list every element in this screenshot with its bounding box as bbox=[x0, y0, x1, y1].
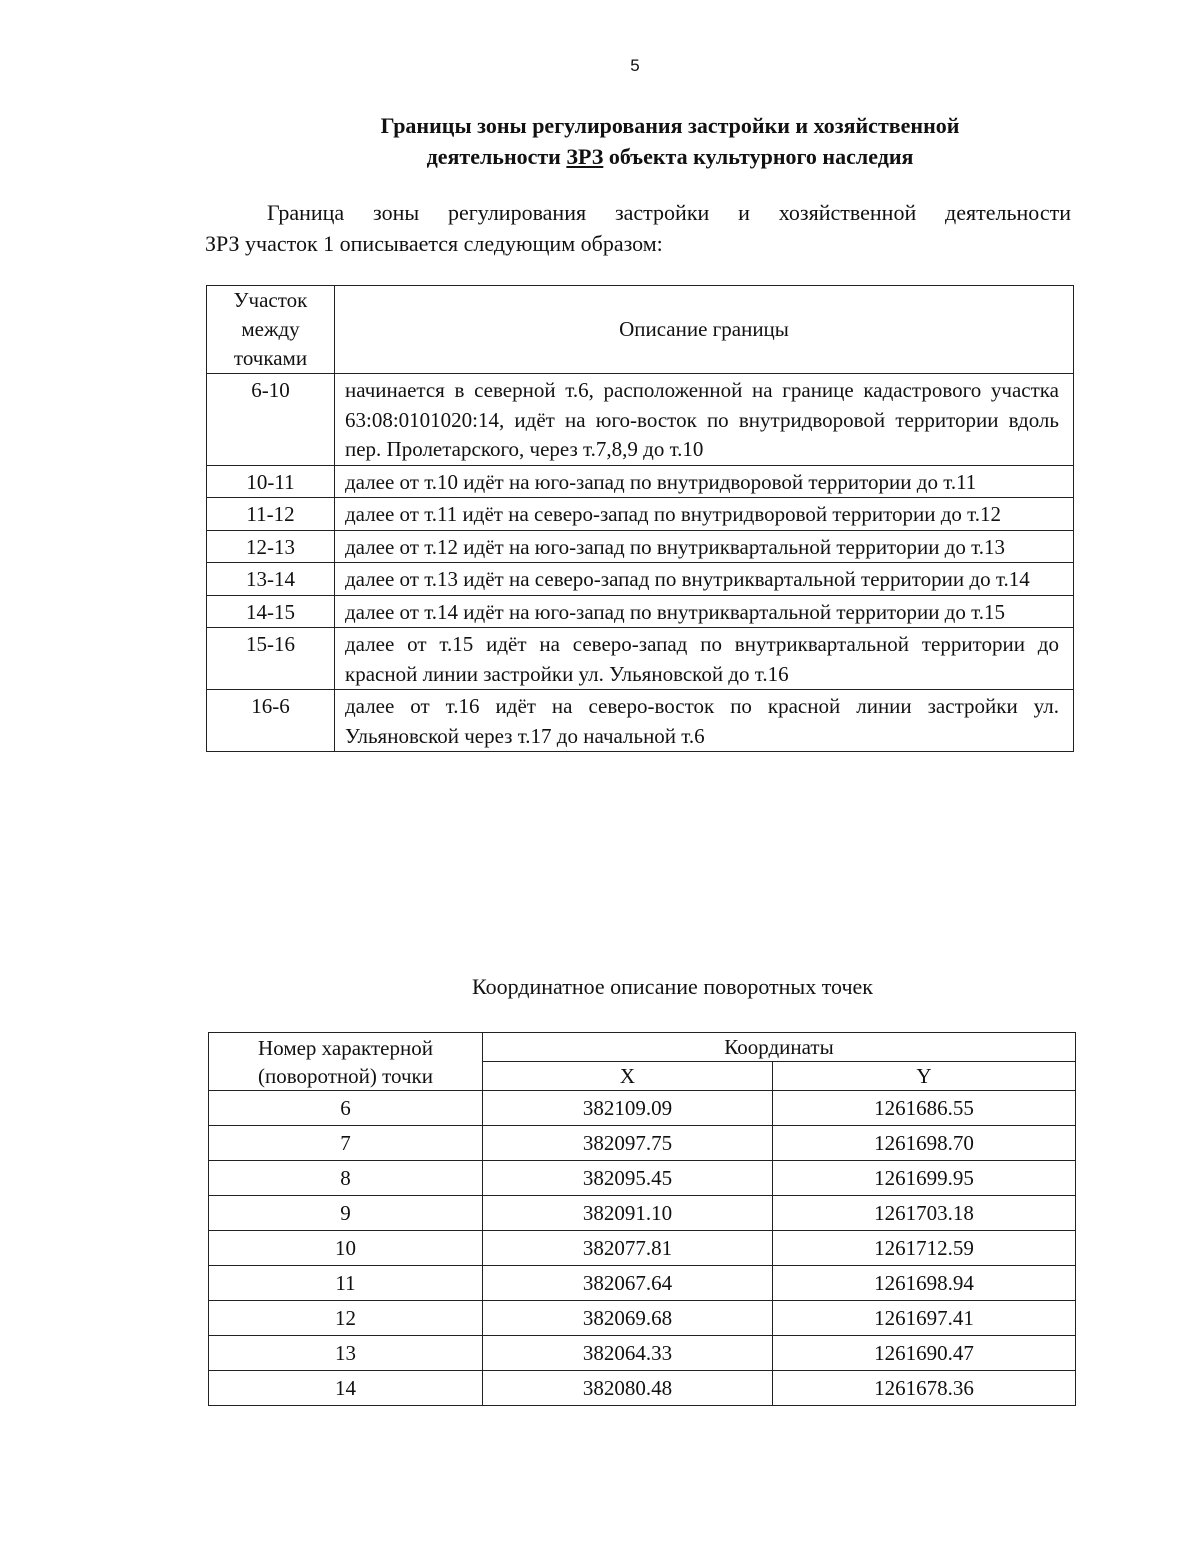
coords-row bbox=[209, 1231, 1076, 1266]
title-line-2 bbox=[300, 141, 1040, 172]
title-line-2-prefix: деятельности bbox=[426, 144, 567, 169]
coords-cell-y: 1261686.55 bbox=[773, 1091, 1076, 1126]
intro-line-1: Граница зоны регулирования застройки и хозяйственной деятельности bbox=[267, 200, 1071, 225]
header-description: Описание границы bbox=[335, 286, 1074, 374]
header-coordinates: Координаты bbox=[483, 1033, 1076, 1062]
boundary-table bbox=[206, 285, 1074, 752]
header-point-line: (поворотной) точки bbox=[258, 1063, 433, 1088]
coords-cell-x: 382095.45 bbox=[483, 1161, 773, 1196]
segment-cell: 13-14 bbox=[207, 563, 335, 596]
description-cell: далее от т.10 идёт на юго-запад по внутридворовой территории до т.11 bbox=[335, 465, 1074, 498]
coords-cell-point: 11 bbox=[209, 1266, 483, 1301]
description-cell: далее от т.14 идёт на юго-запад по внутриквартальной территории до т.15 bbox=[335, 595, 1074, 628]
coords-cell-y: 1261698.94 bbox=[773, 1266, 1076, 1301]
coords-row bbox=[209, 1266, 1076, 1301]
description-cell: далее от т.13 идёт на северо-запад по внутриквартальной территории до т.14 bbox=[335, 563, 1074, 596]
page-number: 5 bbox=[630, 56, 640, 75]
title-abbreviation: ЗРЗ bbox=[566, 144, 604, 169]
coords-heading: Координатное описание поворотных точек bbox=[472, 974, 873, 999]
title-line-1: Границы зоны регулирования застройки и хозяйственной bbox=[380, 113, 960, 138]
header-segment-line: точками bbox=[233, 346, 308, 370]
coords-cell-point: 14 bbox=[209, 1371, 483, 1406]
boundary-row bbox=[207, 628, 1074, 690]
coords-cell-point: 9 bbox=[209, 1196, 483, 1231]
segment-cell: 11-12 bbox=[207, 498, 335, 531]
coords-cell-point: 13 bbox=[209, 1336, 483, 1371]
coords-cell-y: 1261678.36 bbox=[773, 1371, 1076, 1406]
segment-cell: 15-16 bbox=[207, 628, 335, 690]
boundary-row bbox=[207, 530, 1074, 563]
coords-cell-x: 382067.64 bbox=[483, 1266, 773, 1301]
coords-row bbox=[209, 1371, 1076, 1406]
header-point-number bbox=[209, 1033, 483, 1091]
description-cell: далее от т.16 идёт на северо-восток по красной линии застройки ул. Ульяновской через т.17 до начальной т.6 bbox=[335, 690, 1074, 752]
coords-cell-x: 382091.10 bbox=[483, 1196, 773, 1231]
header-y: Y bbox=[773, 1062, 1076, 1091]
header-segment-line: Участок bbox=[233, 288, 308, 312]
boundary-row bbox=[207, 690, 1074, 752]
header-segment-line: между bbox=[241, 317, 300, 341]
coords-row bbox=[209, 1161, 1076, 1196]
coords-row bbox=[209, 1336, 1076, 1371]
coords-cell-y: 1261699.95 bbox=[773, 1161, 1076, 1196]
coords-cell-point: 6 bbox=[209, 1091, 483, 1126]
intro-paragraph bbox=[205, 197, 1071, 259]
boundary-table-header bbox=[207, 286, 1074, 374]
coords-cell-x: 382097.75 bbox=[483, 1126, 773, 1161]
coords-cell-y: 1261698.70 bbox=[773, 1126, 1076, 1161]
boundary-row bbox=[207, 498, 1074, 531]
coords-cell-y: 1261690.47 bbox=[773, 1336, 1076, 1371]
coords-cell-point: 7 bbox=[209, 1126, 483, 1161]
coords-row bbox=[209, 1126, 1076, 1161]
coords-cell-x: 382064.33 bbox=[483, 1336, 773, 1371]
description-cell: далее от т.12 идёт на юго-запад по внутриквартальной территории до т.13 bbox=[335, 530, 1074, 563]
coords-row bbox=[209, 1196, 1076, 1231]
coords-table-header bbox=[209, 1033, 1076, 1062]
boundary-row bbox=[207, 595, 1074, 628]
boundary-row bbox=[207, 465, 1074, 498]
coords-row bbox=[209, 1301, 1076, 1336]
intro-line-2: ЗРЗ участок 1 описывается следующим образом: bbox=[205, 231, 663, 256]
coords-cell-point: 8 bbox=[209, 1161, 483, 1196]
description-cell: далее от т.15 идёт на северо-запад по внутриквартальной территории до красной линии застройки ул. Ульяновской до т.16 bbox=[335, 628, 1074, 690]
segment-cell: 14-15 bbox=[207, 595, 335, 628]
coords-cell-y: 1261703.18 bbox=[773, 1196, 1076, 1231]
header-segment bbox=[207, 286, 335, 374]
title-line-2-suffix: объекта культурного наследия bbox=[603, 144, 914, 169]
coords-table bbox=[208, 1032, 1076, 1406]
segment-cell: 6-10 bbox=[207, 374, 335, 466]
coords-cell-x: 382109.09 bbox=[483, 1091, 773, 1126]
boundary-row bbox=[207, 563, 1074, 596]
description-cell: далее от т.11 идёт на северо-запад по внутридворовой территории до т.12 bbox=[335, 498, 1074, 531]
segment-cell: 16-6 bbox=[207, 690, 335, 752]
coords-cell-y: 1261697.41 bbox=[773, 1301, 1076, 1336]
coords-cell-x: 382080.48 bbox=[483, 1371, 773, 1406]
page-title bbox=[300, 110, 1040, 172]
coords-cell-x: 382077.81 bbox=[483, 1231, 773, 1266]
header-point-line: Номер характерной bbox=[258, 1035, 433, 1060]
boundary-row bbox=[207, 374, 1074, 466]
header-x: X bbox=[483, 1062, 773, 1091]
description-cell: начинается в северной т.6, расположенной на границе кадастрового участка 63:08:0101020:14, идёт на юго-восток по внутридворовой территории вдоль пер. Пролетарского, через т.7,8,9 до т.10 bbox=[335, 374, 1074, 466]
coords-cell-y: 1261712.59 bbox=[773, 1231, 1076, 1266]
coords-cell-x: 382069.68 bbox=[483, 1301, 773, 1336]
coords-cell-point: 10 bbox=[209, 1231, 483, 1266]
segment-cell: 10-11 bbox=[207, 465, 335, 498]
coords-cell-point: 12 bbox=[209, 1301, 483, 1336]
segment-cell: 12-13 bbox=[207, 530, 335, 563]
coords-row bbox=[209, 1091, 1076, 1126]
